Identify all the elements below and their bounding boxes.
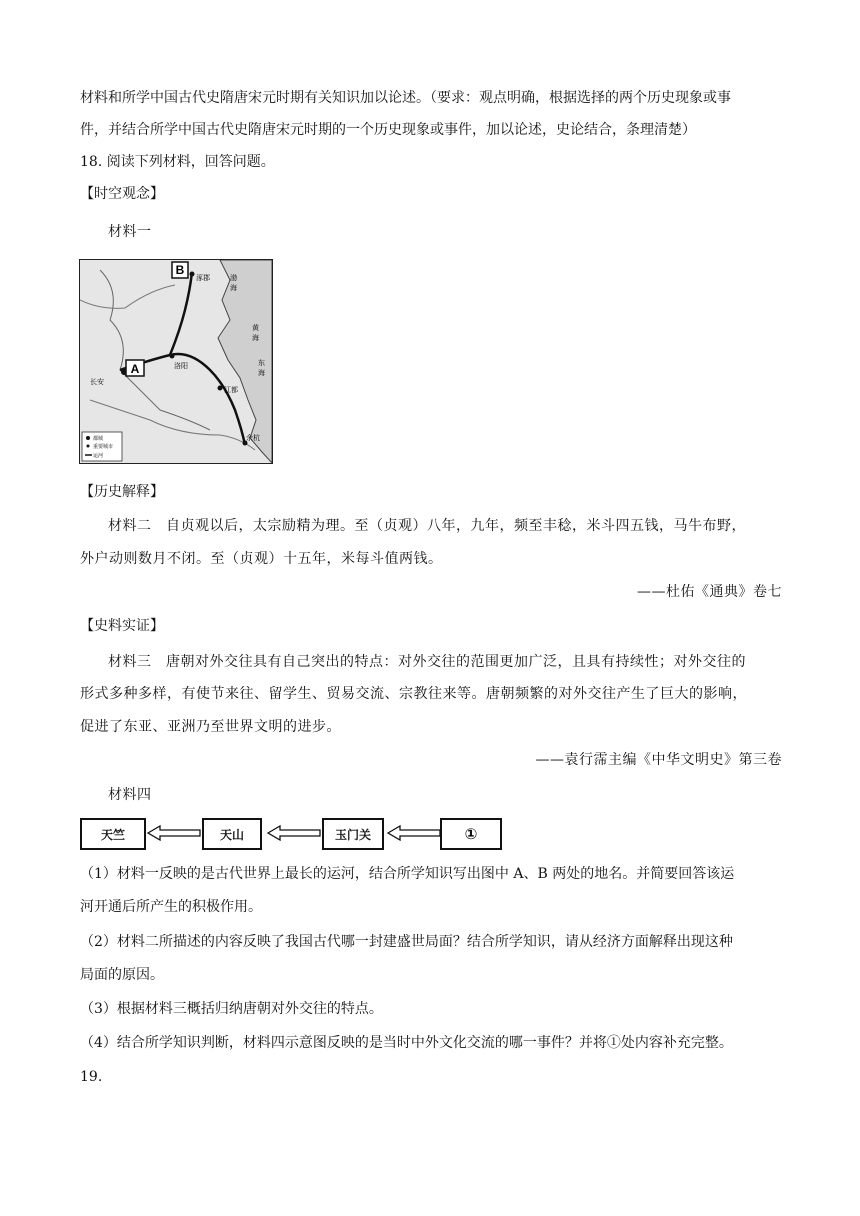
left-arrow-icon [386,825,442,841]
material-2-line-2: 外户动则数月不闭。至（贞观）十五年，米每斗值两钱。 [80,551,443,567]
question-4: （4）结合所学知识判断，材料四示意图反映的是当时中外文化交流的哪一事件？并将①处内容补充完整。 [80,1035,733,1051]
question-18-title: 18. 阅读下列材料，回答问题。 [80,154,275,170]
sea-label: 海 [252,334,259,342]
legend-city: 重要城市 [93,444,114,450]
section-spacetime: 【时空观念】 [80,186,164,202]
text-line-2: 件，并结合所学中国古代史隋唐宋元时期的一个历史现象或事件，加以论述，史论结合，条理清楚） [80,122,696,138]
route-box-blank-1: ① [440,818,502,850]
city-yuhang: 余杭 [246,434,260,442]
section-history-explanation: 【历史解释】 [80,484,164,500]
route-box-yumenguan: 玉门关 [322,818,384,850]
city-jiangdu: 江都 [224,386,238,394]
grand-canal-map [79,259,273,464]
sea-label: 黄 [252,324,259,332]
question-1-line-2: 河开通后所产生的积极作用。 [80,899,262,915]
text-line-1: 材料和所学中国古代史隋唐宋元时期有关知识加以论述。（要求：观点明确，根据选择的两个历史现象或事 [80,90,731,106]
city-luoyang: 洛阳 [174,362,188,370]
material-3-line-1: 材料三 唐朝对外交往具有自己突出的特点：对外交往的范围更加广泛，且具有持续性；对外交往的 [108,654,746,670]
map-label-b: B [175,263,185,277]
material-4-label: 材料四 [108,787,152,803]
route-box-tianzhu: 天竺 [80,818,146,850]
material-2-line-1: 材料二 自贞观以后，太宗励精为理。至（贞观）八年，九年，频至丰稔，米斗四五钱，马牛布野， [108,518,746,534]
sea-label: 海 [230,284,237,292]
city-zhuojun: 涿郡 [196,274,210,282]
legend-capital: 都城 [93,436,104,442]
city-changan: 长安 [90,378,104,386]
question-3: （3）根据材料三概括归纳唐朝对外交往的特点。 [80,1001,383,1017]
material-1-label: 材料一 [108,224,152,240]
material-2-source: ——杜佑《通典》卷七 [637,584,782,600]
question-1-line-1: （1）材料一反映的是古代世界上最长的运河，结合所学知识写出图中 A、B 两处的地名。并简要回答该运 [80,866,735,882]
map-label-a: A [130,362,140,376]
route-box-tianshan: 天山 [202,818,262,850]
material-3-source: ——袁行霈主编《中华文明史》第三卷 [535,752,782,768]
legend-canal: 运河 [93,453,104,459]
material-3-line-3: 促进了东亚、亚洲乃至世界文明的进步。 [80,719,341,735]
left-arrow-icon [266,825,322,841]
sea-label: 东 [258,359,265,367]
material-3-line-2: 形式多种多样，有使节来往、留学生、贸易交流、宗教往来等。唐朝频繁的对外交往产生了巨大的影响， [80,686,747,702]
question-2-line-1: （2）材料二所描述的内容反映了我国古代哪一封建盛世局面？结合所学知识，请从经济方面解释出现这种 [80,934,733,950]
map-drawing [80,260,272,463]
left-arrow-icon [146,825,202,841]
section-evidence: 【史料实证】 [80,618,164,634]
sea-label: 渤 [230,274,237,282]
sea-label: 海 [258,369,265,377]
question-2-line-2: 局面的原因。 [80,967,164,983]
route-diagram [80,818,500,848]
question-19-number: 19. [80,1069,103,1085]
